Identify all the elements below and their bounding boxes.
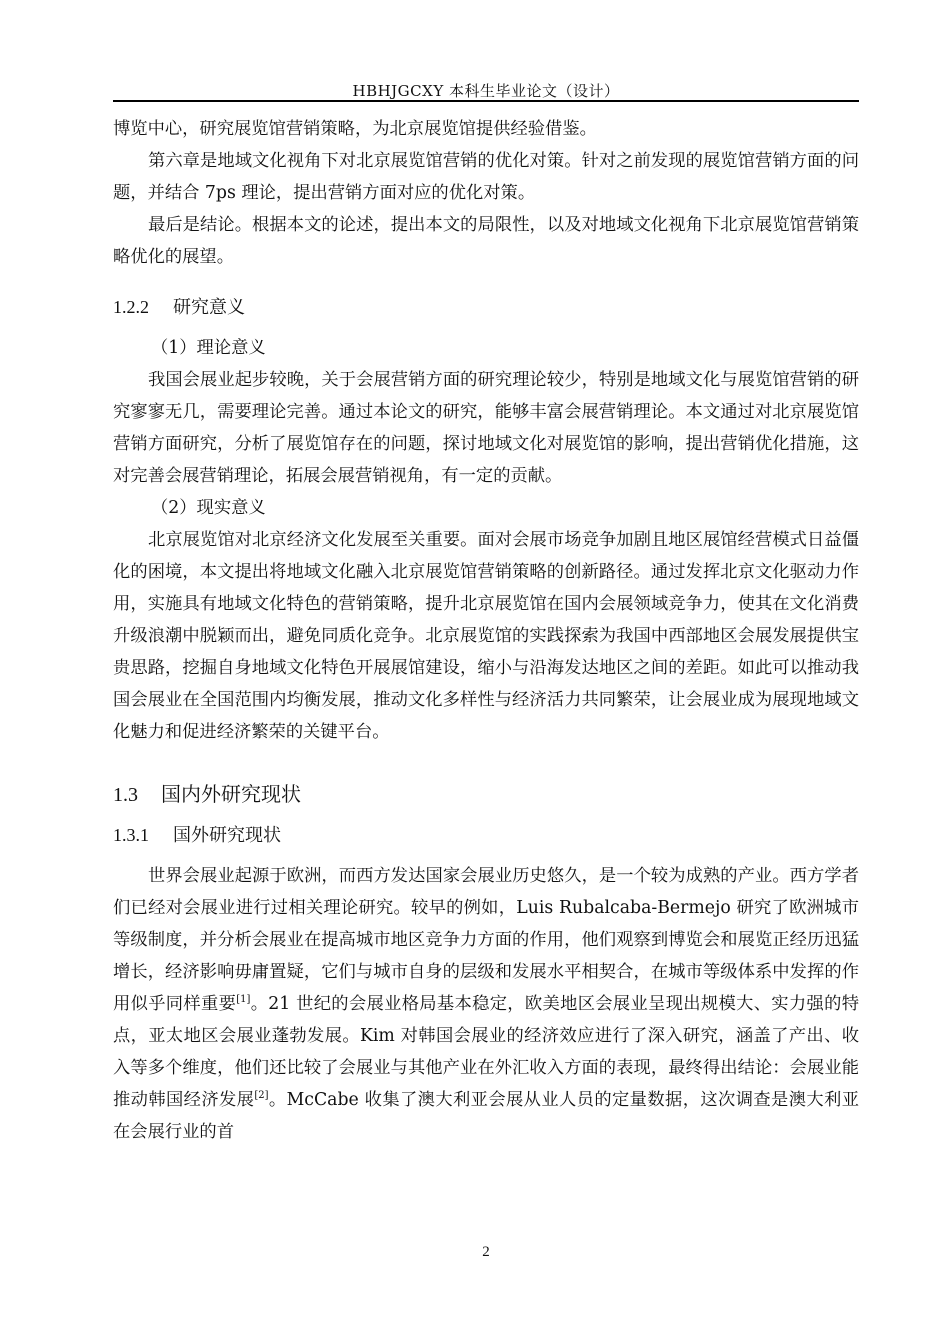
- section-number: 1.2.2: [113, 297, 149, 317]
- paragraph-text: 。21 世纪的会展业格局基本稳定，欧美地区会展业呈现出规模大、实力强的特点，亚太地区会展业蓬勃发展。Kim 对韩国会展业的经济效应进行了深入研究，涵盖了产出、收入等多个维度，他们还比较了会展业与其他产业在外汇收入方面的表现，最终得出结论：会展业能推动韩国经济发展: [113, 994, 859, 1110]
- page-number: 2: [482, 1244, 490, 1260]
- paragraph-continuation: 博览中心，研究展览馆营销策略，为北京展览馆提供经验借鉴。: [113, 119, 597, 139]
- page-header: HBHJGCXY 本科生毕业论文（设计）: [352, 82, 620, 100]
- citation-ref-2: [2]: [254, 1090, 269, 1102]
- subheading-theory: （1）理论意义: [151, 338, 266, 358]
- section-title: 国外研究现状: [173, 825, 281, 846]
- citation-ref-1: [1]: [236, 994, 251, 1006]
- section-heading-1-3: [113, 778, 859, 811]
- paragraph-foreign-research: [113, 860, 859, 1148]
- header-rule: [113, 100, 859, 102]
- paragraph-chapter-six: 第六章是地域文化视角下对北京展览馆营销的优化对策。针对之前发现的展览馆营销方面的问题，并结合 7ps 理论，提出营销方面对应的优化对策。: [113, 151, 859, 203]
- paragraph-text: 。McCabe 收集了澳大利亚会展从业人员的定量数据，这次调查是澳大利亚在会展行业的首: [113, 1090, 859, 1142]
- section-heading-1-2-2: [113, 291, 859, 324]
- paragraph-theory: 我国会展业起步较晚，关于会展营销方面的研究理论较少，特别是地域文化与展览馆营销的研究寥寥无几，需要理论完善。通过本论文的研究，能够丰富会展营销理论。本文通过对北京展览馆营销方面研究，分析了展览馆存在的问题，探讨地域文化对展览馆的影响，提出营销优化措施，这对完善会展营销理论，拓展会展营销视角，有一定的贡献。: [113, 370, 859, 486]
- subheading-practice: （2）现实意义: [151, 498, 266, 518]
- page-body: [113, 113, 859, 1148]
- section-title: 国内外研究现状: [161, 782, 301, 806]
- section-number: 1.3.1: [113, 825, 149, 845]
- section-number: 1.3: [113, 784, 138, 806]
- paragraph-text: 世界会展业起源于欧洲，而西方发达国家会展业历史悠久，是一个较为成熟的产业。西方学者们已经对会展业进行过相关理论研究。较早的例如，Luis Rubalcaba-Bermejo 研究了欧洲城市等级制度，并分析会展业在提高城市地区竞争力方面的作用，他们观察到博览会和展览正经历迅猛增长，经济影响毋庸置疑，它们与城市自身的层级和发展水平相契合，在城市等级体系中发挥的作用似乎同样重要: [113, 866, 859, 1014]
- paragraph-practice: 北京展览馆对北京经济文化发展至关重要。面对会展市场竞争加剧且地区展馆经营模式日益僵化的困境，本文提出将地域文化融入北京展览馆营销策略的创新路径。通过发挥北京文化驱动力作用，实施具有地域文化特色的营销策略，提升北京展览馆在国内会展领域竞争力，使其在文化消费升级浪潮中脱颖而出，避免同质化竞争。北京展览馆的实践探索为我国中西部地区会展发展提供宝贵思路，挖掘自身地域文化特色开展展馆建设，缩小与沿海发达地区之间的差距。如此可以推动我国会展业在全国范围内均衡发展，推动文化多样性与经济活力共同繁荣，让会展业成为展现地域文化魅力和促进经济繁荣的关键平台。: [113, 530, 859, 742]
- paragraph-conclusion: 最后是结论。根据本文的论述，提出本文的局限性，以及对地域文化视角下北京展览馆营销策略优化的展望。: [113, 215, 859, 267]
- section-heading-1-3-1: [113, 819, 859, 852]
- section-title: 研究意义: [173, 297, 245, 318]
